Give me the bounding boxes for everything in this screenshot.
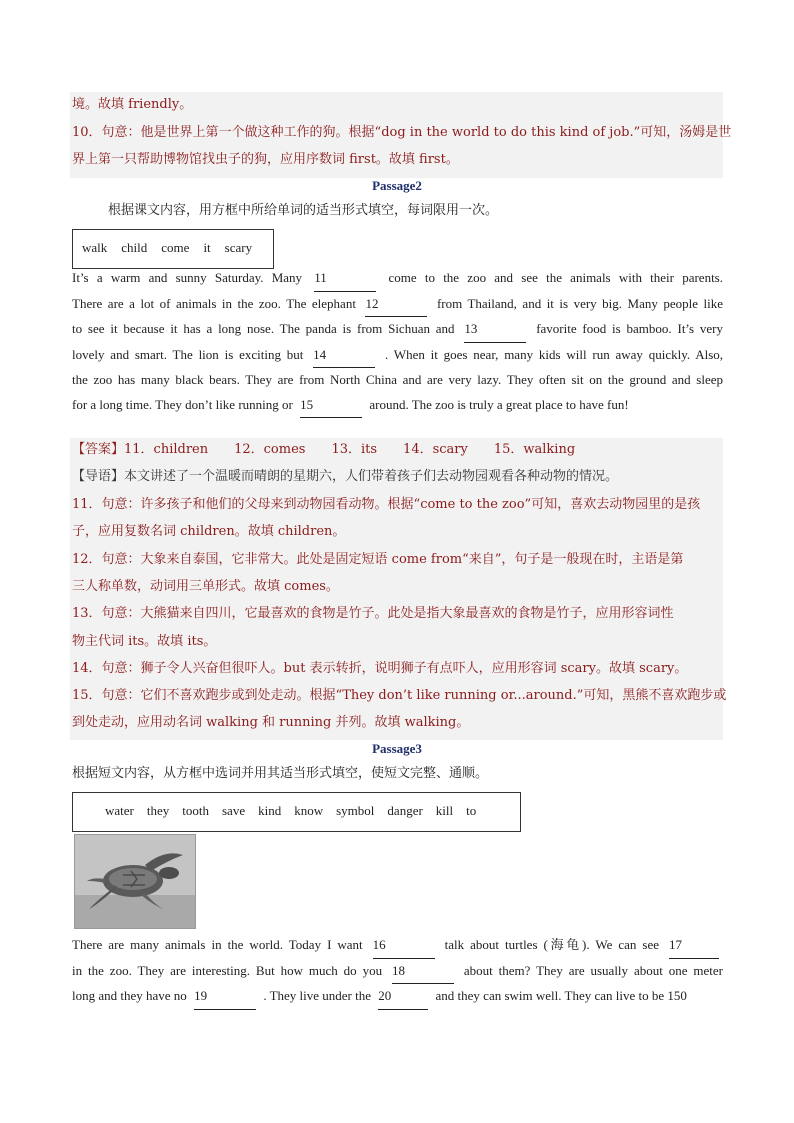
- text-line: [72, 266, 723, 292]
- word-box-item: walk: [82, 240, 108, 255]
- word-box-item: water: [105, 803, 134, 818]
- word-box-item: to: [466, 803, 477, 818]
- text-segment: around. The zoo is truly a great place to have fun!: [369, 396, 629, 412]
- text-segment: lovely and smart. The lion is exciting but: [72, 346, 304, 362]
- answer-blank: 11: [314, 266, 376, 292]
- text-segment: There are a lot of animals in the zoo. The elephant: [72, 295, 356, 311]
- passage3-text: [72, 933, 723, 1010]
- answer-blank: 17: [669, 933, 719, 959]
- explanation-line: 物主代词 its。故填 its。: [72, 633, 217, 649]
- explanation-line: 到处走动，应用动名词 walking 和 running 并列。故填 walking。: [72, 715, 470, 731]
- text-line: [72, 933, 723, 959]
- passage2-instruction: 根据课文内容，用方框中所给单词的适当形式填空，每词限用一次。: [108, 203, 499, 218]
- word-box-item: tooth: [182, 803, 209, 818]
- answer-blank: 12: [365, 292, 427, 318]
- explanation-line: 三人称单数，动词用三单形式。故填 comes。: [72, 578, 339, 594]
- passage3-instruction: 根据短文内容，从方框中选词并用其适当形式填空，使短文完整、通顺。: [72, 766, 489, 781]
- text-segment: from Thailand, and it is very big. Many people like: [436, 295, 724, 311]
- text-line: [72, 368, 723, 393]
- explanation-line: 子，应用复数名词 children。故填 children。: [72, 524, 346, 540]
- word-box-item: kill: [435, 803, 454, 818]
- text-segment: . They live under the: [263, 988, 372, 1003]
- text-segment: talk about turtles (海龟). We can see: [444, 937, 660, 952]
- word-box-2: [72, 792, 521, 832]
- guide-line: 【导语】本文讲述了一个温暖而晴朗的星期六，人们带着孩子们去动物园观看各种动物的情况。: [72, 469, 619, 484]
- answer-blank: 16: [373, 933, 435, 959]
- passage2-text: [72, 266, 723, 418]
- answer-blank: 15: [300, 393, 362, 419]
- word-box-item: kind: [258, 803, 282, 818]
- word-box-item: child: [121, 240, 148, 255]
- explanation-line: 境。故填 friendly。: [72, 97, 193, 112]
- passage2-title: Passage2: [372, 178, 422, 193]
- explanation-line: 14．句意：狮子令人兴奋但很吓人。but 表示转折，说明狮子有点吓人，应用形容词 scary。故填 scary。: [72, 660, 688, 676]
- answer-blank: 19: [194, 984, 256, 1010]
- text-line: [72, 343, 723, 369]
- word-box-item: scary: [224, 240, 253, 255]
- turtle-photo: [74, 834, 196, 929]
- text-segment: to see it because it has a long nose. The panda is from Sichuan and: [72, 321, 455, 336]
- answer-line: 【答案】11．children 12．comes 13．its 14．scary 15．walking: [72, 442, 576, 457]
- explanation-line: 12．句意：大象来自泰国，它非常大。此处是固定短语 come from“来自”，句子是一般现在时，主语是第: [72, 551, 684, 567]
- answer-blank: 14: [313, 343, 375, 369]
- word-box-item: symbol: [336, 803, 375, 818]
- text-segment: long and they have no: [72, 988, 187, 1003]
- text-line: [72, 959, 723, 985]
- explanation-line: 界上第一只帮助博物馆找虫子的狗，应用序数词 first。故填 first。: [72, 152, 459, 167]
- text-segment: for a long time. They don’t like running or: [72, 396, 293, 412]
- text-line: [72, 984, 723, 1010]
- text-segment: the zoo has many black bears. They are from North China and are very lazy. They often sit on the ground and sleep: [72, 372, 723, 387]
- text-segment: and they can swim well. They can live to be 150: [435, 988, 687, 1003]
- text-segment: . When it goes near, many kids will run away quickly. Also,: [384, 346, 724, 362]
- word-box-item: danger: [387, 803, 423, 818]
- answer-blank: 13: [464, 317, 526, 343]
- explanation-line: 13．句意：大熊猫来自四川，它最喜欢的食物是竹子。此处是指大象最喜欢的食物是竹子，应用形容词性: [72, 606, 674, 622]
- answer-blank: 20: [378, 984, 428, 1010]
- text-segment: in the zoo. They are interesting. But how much do you: [72, 962, 383, 978]
- explanation-line: 11．句意：许多孩子和他们的父母来到动物园看动物。根据“come to the zoo”可知，喜欢去动物园里的是孩: [72, 497, 701, 512]
- explanation-line: 15．句意：它们不喜欢跑步或到处走动。根据“They don’t like running or...around.”可知，黑熊不喜欢跑步或: [72, 688, 727, 704]
- text-segment: There are many animals in the world. Today I want: [72, 937, 363, 952]
- text-segment: It’s a warm and sunny Saturday. Many: [72, 270, 303, 285]
- word-box-item: it: [203, 240, 211, 255]
- word-box-item: they: [146, 803, 170, 818]
- text-segment: about them? They are usually about one meter: [463, 962, 723, 978]
- answer-blank: 18: [392, 959, 454, 985]
- passage3-title: Passage3: [372, 741, 422, 756]
- text-line: [72, 317, 723, 343]
- explanation-line: 10．句意：他是世界上第一个做这种工作的狗。根据“dog in the world to do this kind of job.”可知，汤姆是世: [72, 125, 732, 140]
- word-box-item: come: [161, 240, 190, 255]
- word-box-item: know: [294, 803, 324, 818]
- text-segment: come to the zoo and see the animals with their parents.: [388, 270, 723, 285]
- text-line: [72, 292, 723, 318]
- word-box: [72, 229, 274, 269]
- word-box-item: save: [222, 803, 246, 818]
- text-segment: favorite food is bamboo. It’s very: [536, 321, 724, 336]
- text-line: [72, 393, 723, 419]
